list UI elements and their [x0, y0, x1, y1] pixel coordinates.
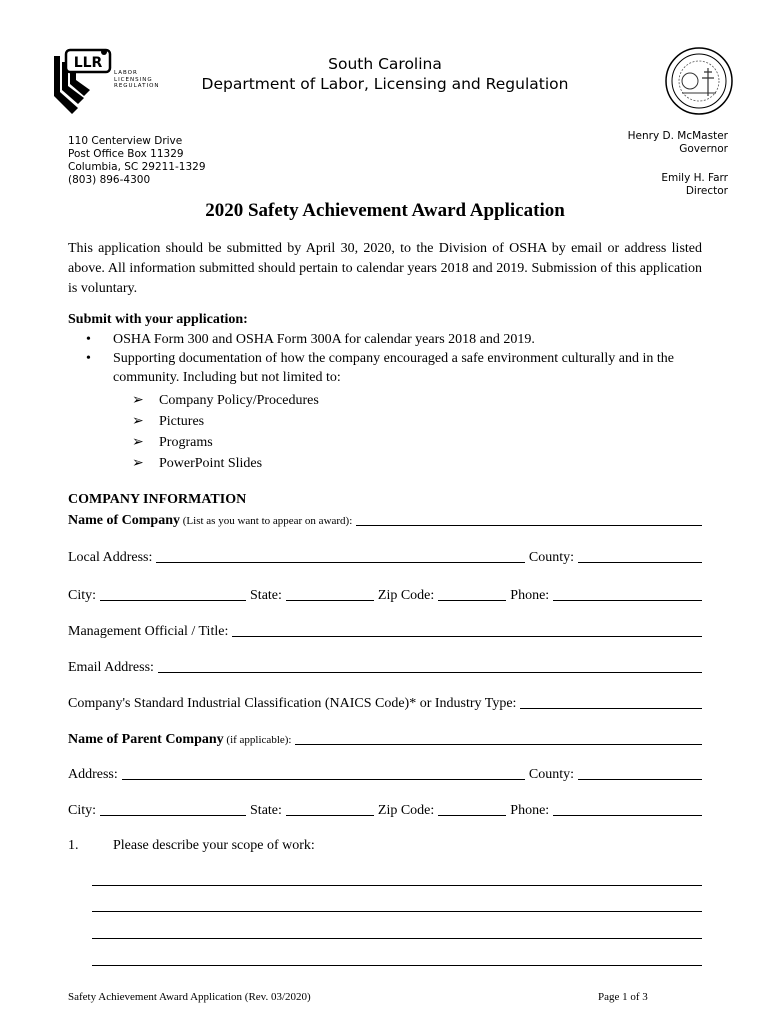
parent-county-field[interactable] — [578, 765, 702, 780]
page-title: 2020 Safety Achievement Award Application — [205, 200, 565, 221]
list-item: ➢ Company Policy/Procedures — [132, 393, 319, 408]
logo-subtext: LABOR LICENSING REGULATION — [114, 70, 160, 89]
management-official-field[interactable] — [232, 622, 702, 637]
parent-phone-field[interactable] — [553, 801, 702, 816]
naics-row: Company's Standard Industrial Classification (NAICS Code)* or Industry Type: — [68, 692, 702, 712]
page-number: Page 1 of 3 — [598, 991, 648, 1003]
state-field[interactable] — [286, 586, 374, 601]
parent-zip-field[interactable] — [438, 801, 506, 816]
footer-form-name: Safety Achievement Award Application (Rev. 03/2020) — [68, 991, 311, 1003]
parent-company-field[interactable] — [295, 730, 702, 745]
scope-answer-line[interactable] — [92, 885, 702, 886]
company-name-field[interactable] — [356, 511, 702, 526]
office-address: 110 Centerview Drive Post Office Box 11329 Columbia, SC 29211-1329 (803) 896-4300 — [68, 135, 206, 186]
email-field[interactable] — [158, 658, 702, 673]
naics-field[interactable] — [520, 694, 702, 709]
scope-answer-line[interactable] — [92, 938, 702, 939]
parent-city-field[interactable] — [100, 801, 246, 816]
local-address-field[interactable] — [156, 548, 525, 563]
parent-city-row: City: State: Zip Code: Phone: — [68, 799, 702, 819]
scope-answer-line[interactable] — [92, 911, 702, 912]
company-name-row: Name of Company (List as you want to appear on award): — [68, 509, 702, 529]
list-item: ➢ Pictures — [132, 414, 205, 429]
question-1: 1. Please describe your scope of work: — [68, 838, 315, 853]
parent-state-field[interactable] — [286, 801, 374, 816]
local-address-row: Local Address: County: — [68, 546, 702, 566]
company-info-heading: COMPANY INFORMATION — [68, 492, 247, 507]
director-block: Emily H. Farr Director — [661, 172, 728, 197]
org-name: South Carolina Department of Labor, Licensing and Regulation — [201, 55, 569, 93]
parent-address-row: Address: County: — [68, 763, 702, 783]
list-item: ➢ Programs — [132, 435, 213, 450]
county-field[interactable] — [578, 548, 702, 563]
zip-field[interactable] — [438, 586, 506, 601]
list-item: • OSHA Form 300 and OSHA Form 300A for calendar years 2018 and 2019. — [86, 332, 535, 347]
city-row: City: State: Zip Code: Phone: — [68, 584, 702, 604]
supporting-docs-list — [132, 390, 319, 474]
intro-paragraph: This application should be submitted by April 30, 2020, to the Division of OSHA by email or address listed above. All information submitted should pertain to calendar years 2018 and 2019. Submission of this application is voluntary. — [68, 241, 702, 296]
llr-logo — [44, 46, 116, 118]
scope-answer-line[interactable] — [92, 965, 702, 966]
list-item: ➢ PowerPoint Slides — [132, 456, 263, 471]
parent-address-field[interactable] — [122, 765, 525, 780]
governor-block: Henry D. McMaster Governor — [627, 130, 728, 155]
submit-heading: Submit with your application: — [68, 312, 248, 327]
list-item: • Supporting documentation of how the company encouraged a safe environment culturally and in the community. Including but not limited to: — [86, 351, 675, 385]
city-field[interactable] — [100, 586, 246, 601]
mgmt-row: Management Official / Title: — [68, 620, 702, 640]
parent-company-row: Name of Parent Company (if applicable): — [68, 728, 702, 748]
submit-bullets — [86, 330, 706, 387]
state-seal-icon — [664, 46, 734, 116]
phone-field[interactable] — [553, 586, 702, 601]
logo-text: LLR — [73, 55, 103, 71]
email-row: Email Address: — [68, 656, 702, 676]
